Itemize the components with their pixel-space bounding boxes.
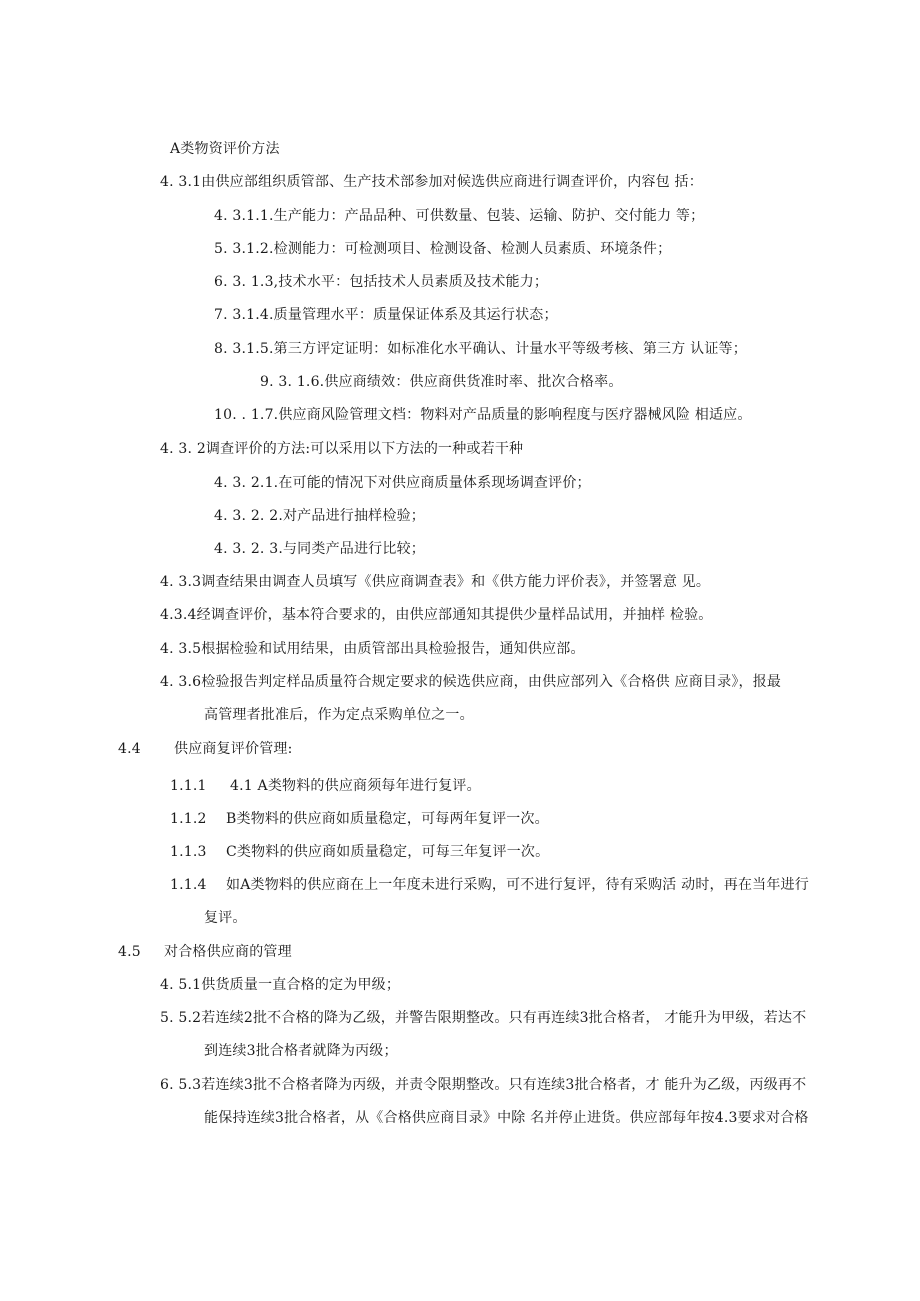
item-4-5-2: 5. 5.2若连续2批不合格的降为乙级，并警告限期整改。只有再连续3批合格者， 才能升为甲级，若达不	[160, 1010, 807, 1026]
item-4-3-1-4: 7. 3.1.4.质量管理水平：质量保证体系及其运行状态；	[214, 307, 558, 323]
item-4-3-1-1: 4. 3.1.1.生产能力：产品品种、可供数量、包装、运输、防护、交付能力 等；	[214, 208, 705, 224]
item-4-3-1-5: 8. 3.1.5.第三方评定证明：如标准化水平确认、计量水平等级考核、第三方 认证等；	[214, 341, 747, 357]
item-1-1-4-number: 1.1.4	[170, 877, 207, 893]
item-1-1-2-number: 1.1.2	[170, 811, 207, 827]
item-4-3-1-7: 10. . 1.7.供应商风险管理文档：物料对产品质量的影响程度与医疗器械风险 相适应。	[214, 407, 752, 423]
item-1-1-4-cont: 复评。	[204, 910, 247, 926]
item-4-5-2-cont: 到连续3批合格者就降为丙级；	[204, 1043, 398, 1059]
item-1-1-1-number: 1.1.1	[170, 778, 207, 794]
section-4-3-6-cont: 高管理者批准后，作为定点采购单位之一。	[204, 707, 474, 723]
item-4-3-2-3: 4. 3. 2. 3.与同类产品进行比较；	[214, 541, 425, 557]
section-4-3-4: 4.3.4经调查评价，基本符合要求的，由供应部通知其提供少量样品试用，并抽样 检验。	[160, 607, 713, 623]
item-1-1-1-text: 4.1 A类物料的供应商须每年进行复评。	[230, 778, 481, 794]
section-4-3-2: 4. 3. 2调查评价的方法:可以采用以下方法的一种或若干种	[160, 441, 524, 457]
item-4-5-3: 6. 5.3若连续3批不合格者降为丙级，并责令限期整改。只有连续3批合格者，才 能升为乙级，丙级再不	[160, 1077, 807, 1093]
item-4-3-1-6: 9. 3. 1.6.供应商绩效：供应商供货准时率、批次合格率。	[260, 374, 623, 390]
item-4-3-1-2: 5. 3.1.2.检测能力：可检测项目、检测设备、检测人员素质、环境条件；	[214, 241, 672, 257]
item-4-3-2-2: 4. 3. 2. 2.对产品进行抽样检验；	[214, 508, 425, 524]
item-1-1-3-text: C类物料的供应商如质量稳定，可每三年复评一次。	[226, 844, 550, 860]
heading-a-class: A类物资评价方法	[170, 141, 280, 157]
section-4-5-number: 4.5	[118, 944, 141, 960]
section-4-3-5: 4. 3.5根据检验和试用结果，由质管部出具检验报告，通知供应部。	[160, 641, 585, 657]
item-1-1-3-number: 1.1.3	[170, 844, 207, 860]
section-4-4-title: 供应商复评价管理:	[174, 741, 293, 757]
section-4-4-number: 4.4	[118, 741, 141, 757]
item-1-1-2-text: B类物料的供应商如质量稳定，可每两年复评一次。	[226, 811, 549, 827]
section-4-3-1: 4. 3.1由供应部组织质管部、生产技术部参加对候选供应商进行调查评价，内容包 括：	[160, 174, 703, 190]
section-4-3-3: 4. 3.3调查结果由调查人员填写《供应商调查表》和《供方能力评价表》，并签署意 见。	[160, 574, 711, 590]
section-4-3-6: 4. 3.6检验报告判定样品质量符合规定要求的候选供应商，由供应部列入《合格供 应商目录》，报最	[160, 674, 782, 690]
item-4-5-1: 4. 5.1供货质量一直合格的定为甲级；	[160, 977, 401, 993]
item-1-1-4-text: 如A类物料的供应商在上一年度未进行采购，可不进行复评，待有采购活 动时，再在当年进行	[226, 877, 809, 893]
section-4-5-title: 对合格供应商的管理	[164, 944, 292, 960]
item-4-3-1-3: 6. 3. 1.3,技术水平：包括技术人员素质及技术能力；	[214, 274, 549, 290]
item-4-5-3-cont: 能保持连续3批合格者，从《合格供应商目录》中除 名并停止进货。供应部每年按4.3要求对合格	[204, 1110, 809, 1126]
item-4-3-2-1: 4. 3. 2.1.在可能的情况下对供应商质量体系现场调查评价；	[214, 475, 591, 491]
